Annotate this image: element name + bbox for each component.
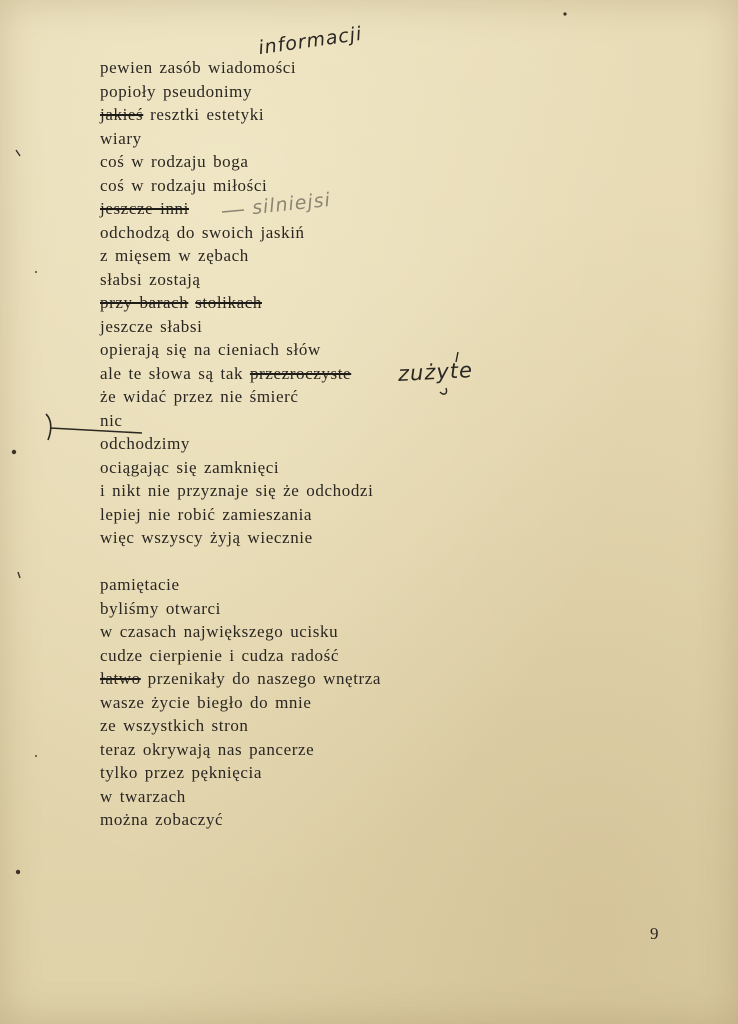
page-number: 9: [650, 924, 659, 943]
poem-line: więc wszyscy żyją wiecznie: [100, 528, 313, 547]
poem-line: coś w rodzaju boga: [100, 152, 249, 171]
struck-word: jakieś: [100, 105, 144, 124]
poem-line: pewien zasób wiadomości: [100, 58, 297, 77]
struck-phrase: przy barach: [100, 293, 189, 312]
bracket-mark: [46, 414, 51, 440]
poem-line: byliśmy otwarci: [100, 598, 222, 618]
poem-line: tylko przez pęknięcia: [100, 763, 262, 782]
poem-line: popioły pseudonimy: [100, 81, 253, 101]
poem-line: [100, 103, 660, 127]
poem-line: lepiej nie robić zamieszania: [100, 504, 313, 524]
poem-line: pamiętacie: [100, 575, 180, 594]
poem-line: [100, 291, 660, 315]
poem-text: [100, 56, 660, 832]
poem-line: coś w rodzaju miłości: [100, 175, 268, 195]
poem-line: wasze życie biegło do mnie: [100, 692, 312, 712]
poem-line: z mięsem w zębach: [100, 246, 249, 265]
poem-line-rest: przenikały do naszego wnętrza: [140, 669, 382, 688]
poem-line: jeszcze słabsi: [100, 316, 203, 336]
handwritten-note-1: informacji: [256, 22, 364, 60]
poem-line: [100, 667, 660, 691]
poem-line: w twarzach: [100, 786, 186, 806]
poem-line: ze wszystkich stron: [100, 716, 249, 735]
stanza-break: [100, 550, 660, 574]
poem-line: odchodzimy: [100, 434, 191, 453]
poem-line: w czasach największego ucisku: [100, 622, 339, 641]
poem-line: opierają się na cieniach słów: [100, 340, 321, 359]
poem-line: [100, 362, 660, 386]
struck-phrase: jeszcze inni: [100, 199, 189, 218]
poem-line: wiary: [100, 128, 142, 148]
poem-line-prefix: ale te słowa są tak: [100, 363, 250, 383]
poem-line: odchodzą do swoich jaskiń: [100, 222, 305, 242]
poem-line: [100, 197, 660, 221]
poem-line: teraz okrywają nas pancerze: [100, 739, 315, 759]
handwritten-note-3: zużyte: [397, 358, 474, 386]
poem-line: nic: [100, 410, 123, 430]
poem-line: ociągając się zamknięci: [100, 457, 280, 477]
struck-word: przezroczyste: [249, 363, 352, 383]
poem-line: cudze cierpienie i cudza radość: [100, 645, 339, 665]
handwritten-note-2: silniejsi: [251, 188, 332, 220]
struck-word: stolikach: [195, 293, 262, 312]
poem-line: można zobaczyć: [100, 810, 224, 829]
poem-line-rest: resztki estetyki: [143, 105, 265, 124]
poem-line: słabsi zostają: [100, 269, 201, 289]
poem-line: i nikt nie przyznaje się że odchodzi: [100, 481, 374, 500]
poem-line: że widać przez nie śmierć: [100, 387, 299, 406]
struck-word: łatwo: [100, 669, 141, 688]
